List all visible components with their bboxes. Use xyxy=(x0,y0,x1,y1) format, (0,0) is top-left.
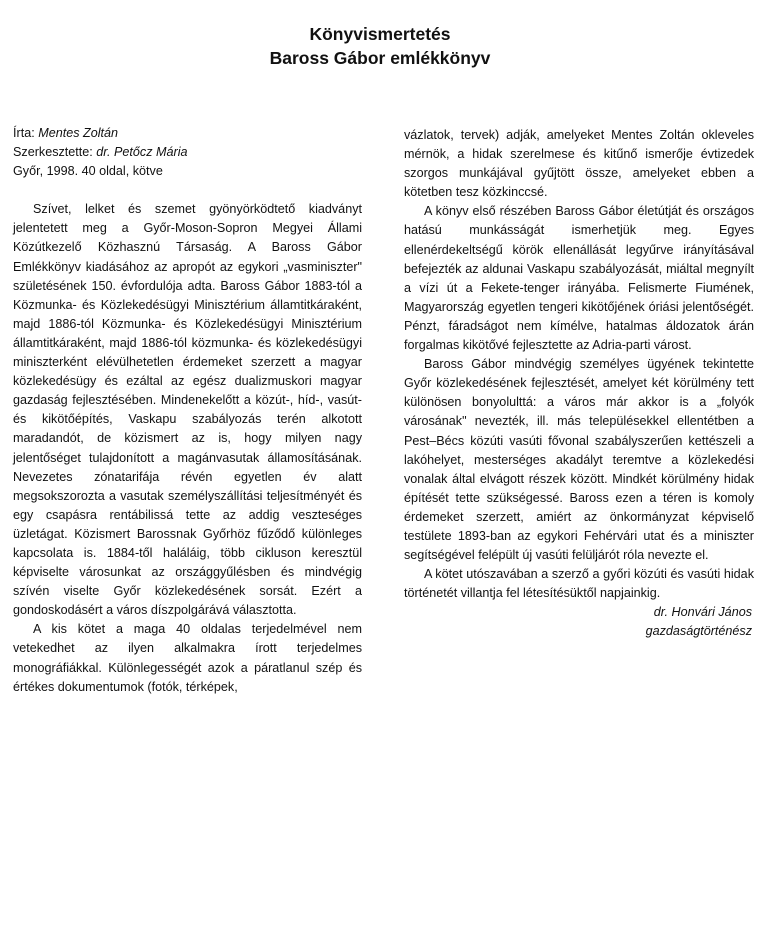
paragraph: A könyv első részében Baross Gábor életútját és országos hatású munkásságát ismerhetjük meg. Egyes ellenérdekeltségű körök ellenállását legyűrve irányításával befejezték az aldunai Vaskapu szabályozását, miáltal megnyílt a vízi út a Fekete-tenger irányába. Felismerte Fiumének, Magyarország egyetlen tengeri kikötőjének óriási jelentőségét. Pénzt, fáradságot nem kímélve, hatalmas áldozatok árán forgalmas kikötővé fejlesztette az Adria-parti várost. xyxy=(404,204,754,353)
section-kicker: Könyvismertetés xyxy=(309,24,451,44)
paragraph-continued: vázlatok, tervek) adják, amelyeket Mentes Zoltán okleveles mérnök, a hidak szerelmese és kitűnő ismerője évtizedek szorgos munkájával gyűjtött össze, amelyeket ebben a kötetben tesz közkinccsé. xyxy=(404,128,754,200)
paragraph: Baross Gábor mindvégig személyes ügyének tekintette Győr közlekedésének fejlesztését, amelyet két körülmény tett különösen bonyolulttá: a város már akkor is a „folyók városának" nevezték, ill. más településekkel ellentétben a Pest–Bécs közúti vasúti fővonal szabályszerűen kettészeli a lakóhelyet, mesterséges akadályt teremtve a közlekedési vonalak által elvágott részek között. Mindkét körülmény hidak építését tette szükségessé. Baross ezen a téren is komoly érdemeket szerzett, amiért az önkormányzat képviselő testülete 1893-ban az egykori Fehérvári utat és a miniszter segítségével felépült új vasúti felüljárót róla nevezte el. xyxy=(404,357,754,563)
left-column xyxy=(13,124,362,697)
book-metadata xyxy=(13,124,362,181)
editor-line: Szerkesztette: dr. Petőcz Mária xyxy=(13,145,188,160)
signature xyxy=(404,603,754,641)
paragraph: A kötet utószavában a szerző a győri közúti és vasúti hidak történetét villantja fel létesítésüktől napjainkig. xyxy=(404,567,754,601)
publication-line: Győr, 1998. 40 oldal, kötve xyxy=(13,164,163,179)
signature-role: gazdaságtörténész xyxy=(645,624,752,639)
paragraph: A kis kötet a maga 40 oldalas terjedelmével nem vetekedhet az ilyen alkalmakra írott terjedelmes monográfiákkal. Különlegességét azok a páratlanul szép és értékes dokumentumok (fotók, térképek, xyxy=(13,622,362,694)
signature-name: dr. Honvári János xyxy=(653,605,752,620)
author-line: Írta: Mentes Zoltán xyxy=(13,126,119,140)
book-title: Baross Gábor emlékkönyv xyxy=(269,48,491,68)
author-name: Mentes Zoltán xyxy=(38,126,119,140)
editor-name: dr. Petőcz Mária xyxy=(96,145,188,160)
right-column xyxy=(404,126,754,642)
paragraph: Szívet, lelket és szemet gyönyörködtető kiadványt jelentetett meg a Győr-Moson-Sopron Megyei Állami Közútkezelő Közhasznú Társaság. A Baross Gábor Emlékkönyv kiadásához az apropót az egykori „vasminiszter" születésének 150. évfordulója adta. Baross Gábor 1883-tól a Közmunka- és Közlekedésügyi Minisztérium államtitkáraként, majd 1886-tól Közmunka- és Közlekedésügyi Minisztérium államtitkáraként, majd 1886-tól közmunka- és közlekedésügyi miniszterként elévülhetetlen érdemeket szerzett a magyar közlekedésügy és ezáltal az egész dualizmuskori magyar gazdaság fejlesztésében. Mindenekelőtt a közút-, híd-, vasút- és kikötőépítés, Vaskapu szabályozás terén alkotott maradandót, de közismert az is, hogy milyen nagy jelentőséget tulajdonított a magánvasutak államosításának. Nevezetes zónatarifája révén egyetlen év alatt megsokszorozta a vasutak személyszállítási teljesítményét és egy csapásra rentábilissá tette az addig veszteséges üzletágat. Közismert Barossnak Győrhöz fűződő különleges kapcsolata is. 1884-től haláláig, több cikluson keresztül képviselte városunkat az országgyűlésben és mindvégig szívén viselte Győr közlekedésének sorsát. Ezért a gondoskodásért a város díszpolgárává választotta. xyxy=(13,202,362,618)
article-title-block xyxy=(0,22,760,70)
